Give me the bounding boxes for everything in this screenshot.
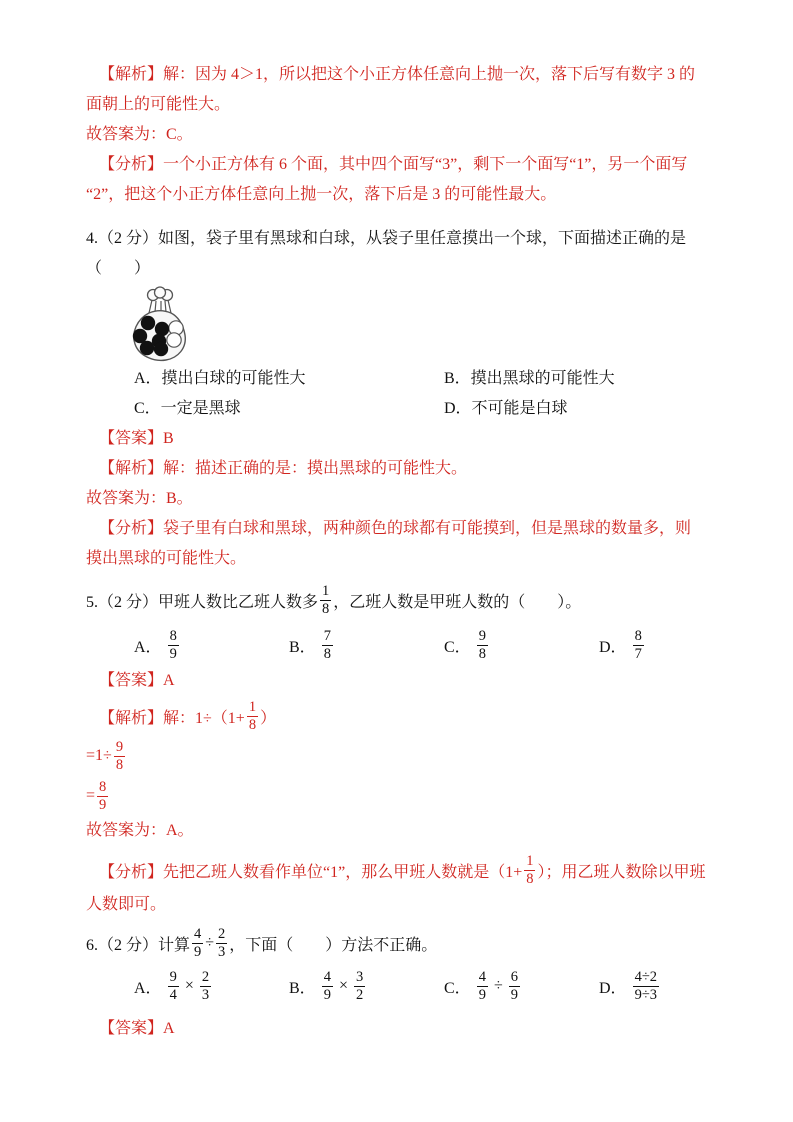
fraction: $\frac{9}{8}$ bbox=[115, 739, 124, 773]
multiply-operator: × bbox=[184, 977, 194, 994]
q5-explanation-text: 【解析】解：1÷（1+ bbox=[99, 709, 245, 727]
q5-step1-text: =1÷ bbox=[86, 747, 112, 764]
q6-option-b bbox=[241, 964, 396, 1008]
option-label: B． bbox=[289, 979, 316, 997]
fraction: $\frac{3}{2}$ bbox=[355, 969, 364, 1003]
q4-option-a: A．摸出白球的可能性大 bbox=[134, 370, 306, 387]
fraction: $\frac{8}{9}$ bbox=[169, 628, 177, 662]
q5-stem bbox=[86, 582, 706, 618]
q4-analysis-line2: 摸出黑球的可能性大。 bbox=[86, 550, 247, 567]
q5-analysis-line2: 人数即可。 bbox=[86, 896, 167, 913]
q6-stem-text-after: ，下面（ ）方法不正确。 bbox=[229, 936, 438, 954]
q5-option-c bbox=[396, 624, 551, 666]
q5-step2 bbox=[86, 776, 706, 816]
fraction: $\frac{4}{9}$ bbox=[478, 969, 486, 1003]
q5-options-row bbox=[86, 624, 706, 666]
black-ball bbox=[141, 316, 155, 330]
fraction: $\frac{8}{7}$ bbox=[634, 628, 642, 662]
q5-analysis-line1 bbox=[86, 850, 706, 890]
q4-options-row-1 bbox=[86, 364, 706, 394]
q5-option-a bbox=[86, 624, 241, 666]
divide-operator: ÷ bbox=[493, 977, 503, 994]
multiply-operator: × bbox=[338, 977, 348, 994]
q4-answer: 【答案】B bbox=[99, 430, 174, 447]
q3-explanation-line2: 面朝上的可能性大。 bbox=[86, 96, 231, 113]
q3-conclusion: 故答案为：C。 bbox=[86, 126, 193, 143]
fraction: $\frac{6}{9}$ bbox=[510, 969, 518, 1003]
q3-analysis-line1: 【分析】一个小正方体有 6 个面，其中四个面写“3”，剩下一个面写“1”，另一个面写 bbox=[99, 156, 688, 173]
black-ball bbox=[155, 322, 169, 336]
option-label: C． bbox=[444, 638, 471, 656]
q6-stem bbox=[86, 922, 706, 964]
option-label: D． bbox=[599, 979, 627, 997]
option-label: D． bbox=[599, 638, 627, 656]
fraction: $\frac{4}{9}$ bbox=[194, 926, 202, 960]
q4-explanation: 【解析】解：描述正确的是：摸出黑球的可能性大。 bbox=[99, 460, 468, 477]
q5-explanation bbox=[86, 696, 706, 736]
q4-analysis-line1: 【分析】袋子里有白球和黑球，两种颜色的球都有可能摸到，但是黑球的数量多，则 bbox=[99, 520, 692, 537]
white-ball bbox=[167, 333, 181, 347]
fraction: $\frac{1}{8}$ bbox=[248, 699, 257, 733]
q5-step1 bbox=[86, 736, 706, 776]
q5-option-d bbox=[551, 624, 706, 666]
q5-stem-text-after: ，乙班人数是甲班人数的（ ）。 bbox=[333, 593, 582, 611]
q5-conclusion: 故答案为：A。 bbox=[86, 822, 194, 839]
q4-stem-line2: （ ） bbox=[86, 260, 151, 277]
q6-option-d bbox=[551, 964, 706, 1008]
fraction: $\frac{7}{8}$ bbox=[323, 628, 331, 662]
fraction: $\frac{2}{3}$ bbox=[201, 969, 210, 1003]
fraction: $\frac{8}{9}$ bbox=[99, 779, 107, 813]
q4-option-d: D．不可能是白球 bbox=[444, 400, 568, 417]
q3-explanation-line1: 【解析】解：因为 4＞1，所以把这个小正方体任意向上抛一次，落下后写有数字 3 的 bbox=[99, 66, 696, 83]
q6-options-row bbox=[86, 964, 706, 1008]
q3-analysis-line2: “2”，把这个小正方体任意向上抛一次，落下后是 3 的可能性最大。 bbox=[86, 186, 557, 203]
q4-stem-line1: 4.（2 分）如图，袋子里有黑球和白球，从袋子里任意摸出一个球，下面描述正确的是 bbox=[86, 230, 687, 247]
black-ball bbox=[133, 329, 147, 343]
q5-stem-text: 5.（2 分）甲班人数比乙班人数多 bbox=[86, 593, 319, 611]
fraction: $\frac{1}{8}$ bbox=[322, 583, 330, 617]
q5-answer: 【答案】A bbox=[99, 672, 175, 689]
option-label: B． bbox=[289, 638, 316, 656]
option-label: A． bbox=[134, 979, 162, 997]
fraction: $\frac{9}{4}$ bbox=[169, 969, 177, 1003]
option-label: A． bbox=[134, 638, 162, 656]
q4-options-row-2 bbox=[86, 394, 706, 424]
q5-step2-text: = bbox=[86, 787, 96, 804]
q5-option-b bbox=[241, 624, 396, 666]
divide-operator: ÷ bbox=[205, 934, 215, 951]
q6-option-c bbox=[396, 964, 551, 1008]
black-ball bbox=[154, 342, 168, 356]
fraction: $\frac{2}{3}$ bbox=[218, 926, 226, 960]
option-label: C． bbox=[444, 979, 471, 997]
fraction: $\frac{4\div 2}{9\div 3}$ bbox=[634, 969, 658, 1003]
q4-option-b: B．摸出黑球的可能性大 bbox=[444, 370, 615, 387]
q4-option-c: C．一定是黑球 bbox=[134, 400, 241, 417]
fraction: $\frac{9}{8}$ bbox=[478, 628, 486, 662]
black-ball bbox=[140, 341, 154, 355]
q5-explanation-text-after: ） bbox=[260, 709, 277, 727]
q6-option-a bbox=[86, 964, 241, 1008]
fraction: $\frac{1}{8}$ bbox=[526, 853, 534, 887]
q6-answer: 【答案】A bbox=[99, 1020, 175, 1037]
bag-figure bbox=[128, 286, 706, 364]
q4-conclusion: 故答案为：B。 bbox=[86, 490, 193, 507]
q5-analysis-text-after: ）；用乙班人数除以甲班 bbox=[537, 863, 706, 881]
bag-of-balls-icon bbox=[128, 286, 190, 364]
q6-stem-text: 6.（2 分）计算 bbox=[86, 936, 191, 954]
q5-analysis-text: 【分析】先把乙班人数看作单位“1”，那么甲班人数就是（1+ bbox=[99, 863, 523, 881]
fraction: $\frac{4}{9}$ bbox=[323, 969, 331, 1003]
